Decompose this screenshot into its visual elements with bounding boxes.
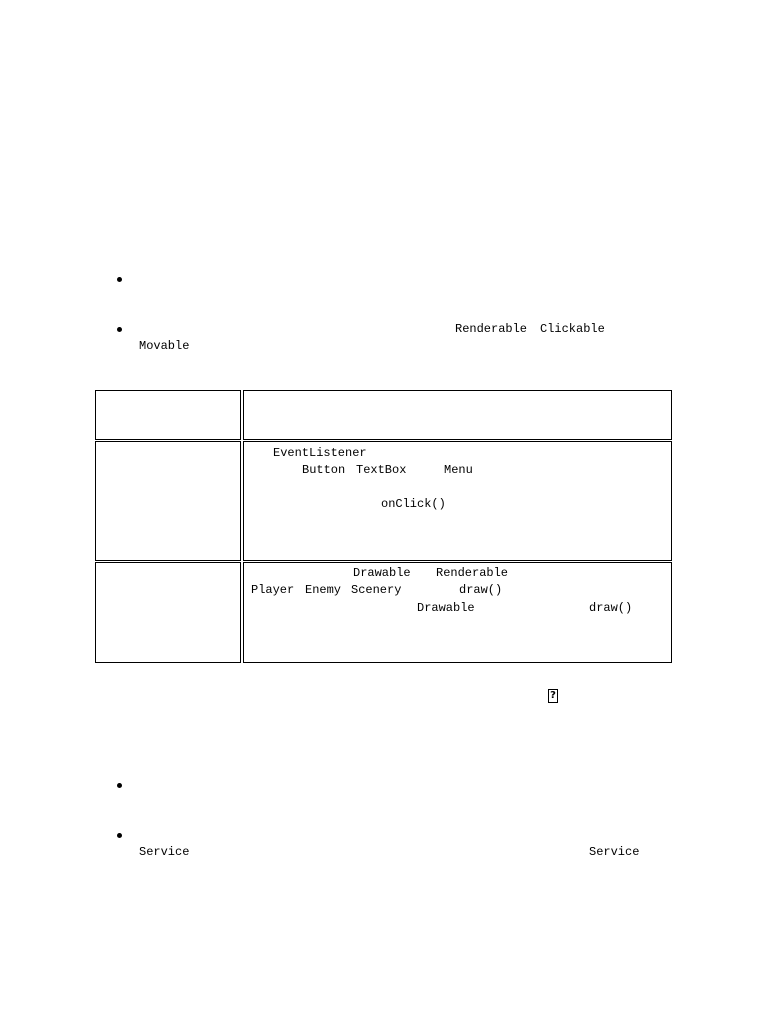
missing-glyph-icon: ? xyxy=(548,689,558,703)
code-term: Enemy xyxy=(305,583,342,597)
code-term: Player xyxy=(251,583,295,597)
code-term: Scenery xyxy=(351,583,402,597)
code-term: Service xyxy=(139,845,190,859)
bullet-marker xyxy=(117,783,122,788)
code-term: Renderable xyxy=(455,322,528,336)
code-term: Drawable xyxy=(417,601,475,615)
code-term: TextBox xyxy=(356,463,407,477)
code-term: Menu xyxy=(444,463,473,477)
code-term: draw() xyxy=(459,583,503,597)
code-term: Drawable xyxy=(353,566,411,580)
code-term: Clickable xyxy=(540,322,605,336)
table-cell xyxy=(243,390,672,440)
code-term: Renderable xyxy=(436,566,509,580)
code-term: EventListener xyxy=(273,446,367,460)
code-term: Service xyxy=(589,845,640,859)
bullet-marker xyxy=(117,327,122,332)
code-term: Movable xyxy=(139,339,190,353)
bullet-marker xyxy=(117,833,122,838)
table-cell xyxy=(95,390,241,440)
bullet-marker xyxy=(117,277,122,282)
code-term: draw() xyxy=(589,601,633,615)
code-term: onClick() xyxy=(381,497,446,511)
table-cell xyxy=(95,562,241,663)
table-cell xyxy=(95,441,241,561)
code-term: Button xyxy=(302,463,346,477)
